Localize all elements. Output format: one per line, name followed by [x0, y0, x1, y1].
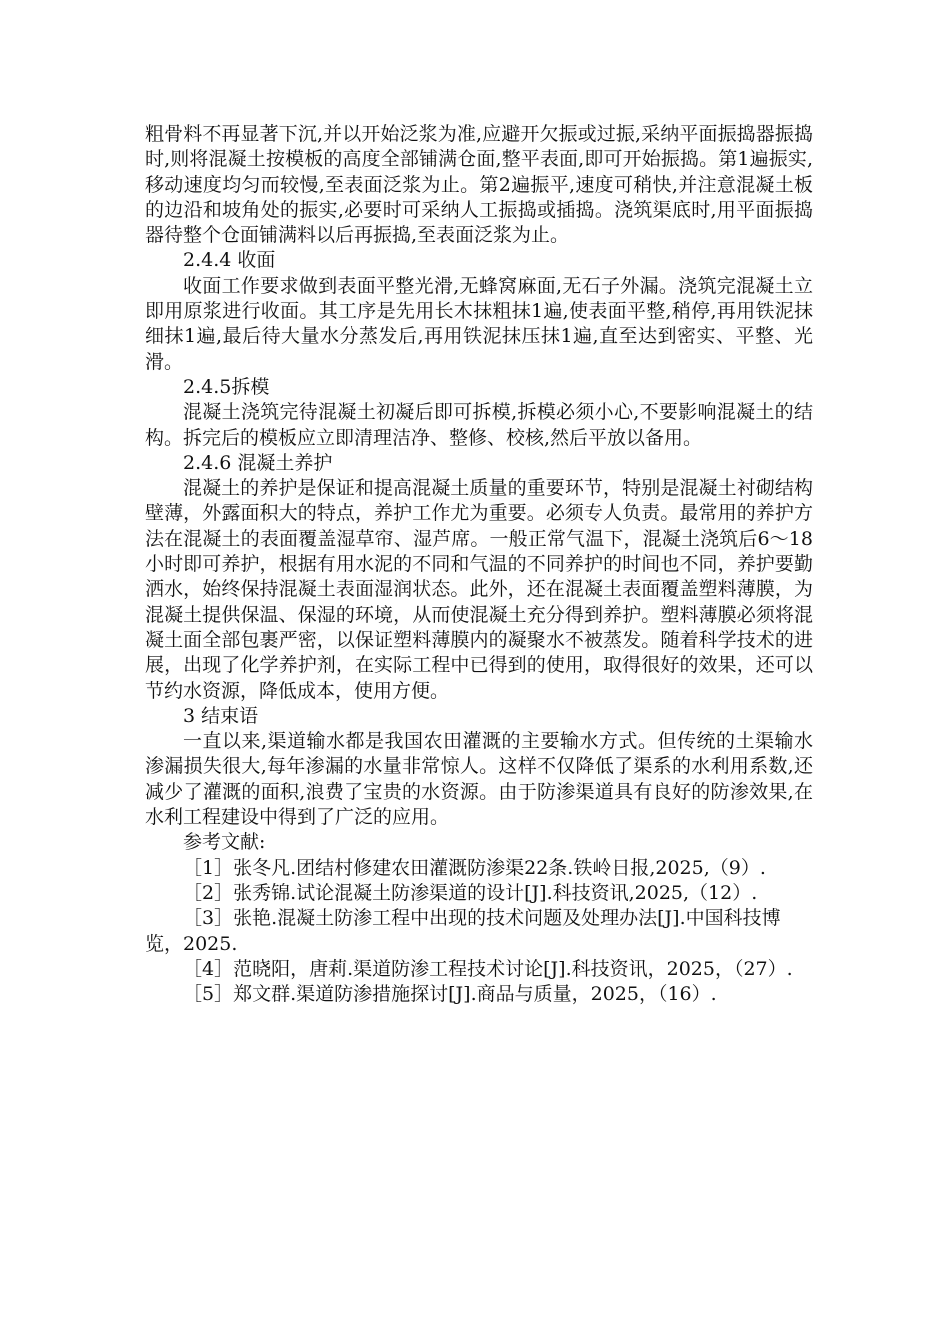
reference-item: ［1］张冬凡.团结村修建农田灌溉防渗渠22条.铁岭日报,2025,（9）. — [183, 856, 766, 879]
reference-item: ［5］郑文群.渠道防渗措施探讨[J].商品与质量，2025，（16）. — [183, 983, 717, 1006]
references-title: 参考文献: — [183, 831, 266, 854]
paragraph-2-4-4: 收面工作要求做到表面平整光滑,无蜂窝麻面,无石子外漏。浇筑完混凝土立即用原浆进行收面。其工序是先用长木抹粗抹1遍,使表面平整,稍停,再用铁泥抹细抹1遍,最后待大量水分蒸发后,再用铁泥抹压抹1遍,直至达到密实、平整、光滑。 — [145, 274, 813, 373]
reference-list — [145, 856, 813, 1008]
document-body — [145, 122, 813, 1007]
paragraph-3: 一直以来,渠道输水都是我国农田灌溉的主要输水方式。但传统的土渠输水渗漏损失很大,每年渗漏的水量非常惊人。这样不仅降低了渠系的水利用系数,还减少了灌溉的面积,浪费了宝贵的水资源。由于防渗渠道具有良好的防渗效果,在水利工程建设中得到了广泛的应用。 — [145, 730, 813, 829]
section-heading-3: 3 结束语 — [183, 704, 259, 727]
paragraph-2-4-6: 混凝土的养护是保证和提高混凝土质量的重要环节，特别是混凝土衬砌结构壁薄，外露面积大的特点，养护工作尤为重要。必须专人负责。最常用的养护方法在混凝土的表面覆盖湿草帘、湿芦席。一般正常气温下，混凝土浇筑后6～18小时即可养护，根据有用水泥的不同和气温的不同养护的时间也不同，养护要勤洒水，始终保持混凝土表面湿润状态。此外，还在混凝土表面覆盖塑料薄膜，为混凝土提供保温、保湿的环境，从而使混凝土充分得到养护。塑料薄膜必须将混凝土面全部包裹严密，以保证塑料薄膜内的凝聚水不被蒸发。随着科学技术的进展，出现了化学养护剂，在实际工程中已得到的使用，取得很好的效果，还可以节约水资源，降低成本，使用方便。 — [145, 477, 813, 702]
paragraph-continued: 粗骨料不再显著下沉,并以开始泛浆为准,应避开欠振或过振,采纳平面振捣器振捣时,则将混凝土按模板的高度全部铺满仓面,整平表面,即可开始振捣。第1遍振实,移动速度均匀而较慢,至表面泛浆为止。第2遍振平,速度可稍快,并注意混凝土板的边沿和坡角处的振实,必要时可采纳人工振捣或插捣。浇筑渠底时,用平面振捣器待整个仓面铺满料以后再振捣,至表面泛浆为止。 — [145, 123, 813, 247]
reference-item: ［2］张秀锦.试论混凝土防渗渠道的设计[J].科技资讯,2025,（12）. — [183, 881, 758, 904]
reference-item: ［4］范晓阳，唐莉.渠道防渗工程技术讨论[J].科技资讯，2025，（27）. — [183, 957, 793, 980]
reference-item: ［3］张艳.混凝土防渗工程中出现的技术问题及处理办法[J].中国科技博览，2025. — [145, 907, 781, 955]
section-heading-2-4-5: 2.4.5拆模 — [183, 375, 270, 398]
section-heading-2-4-6: 2.4.6 混凝土养护 — [183, 451, 333, 474]
section-heading-2-4-4: 2.4.4 收面 — [183, 249, 276, 272]
paragraph-2-4-5: 混凝土浇筑完待混凝土初凝后即可拆模,拆模必须小心,不要影响混凝土的结构。拆完后的模板应立即清理洁净、整修、校核,然后平放以备用。 — [145, 401, 813, 449]
